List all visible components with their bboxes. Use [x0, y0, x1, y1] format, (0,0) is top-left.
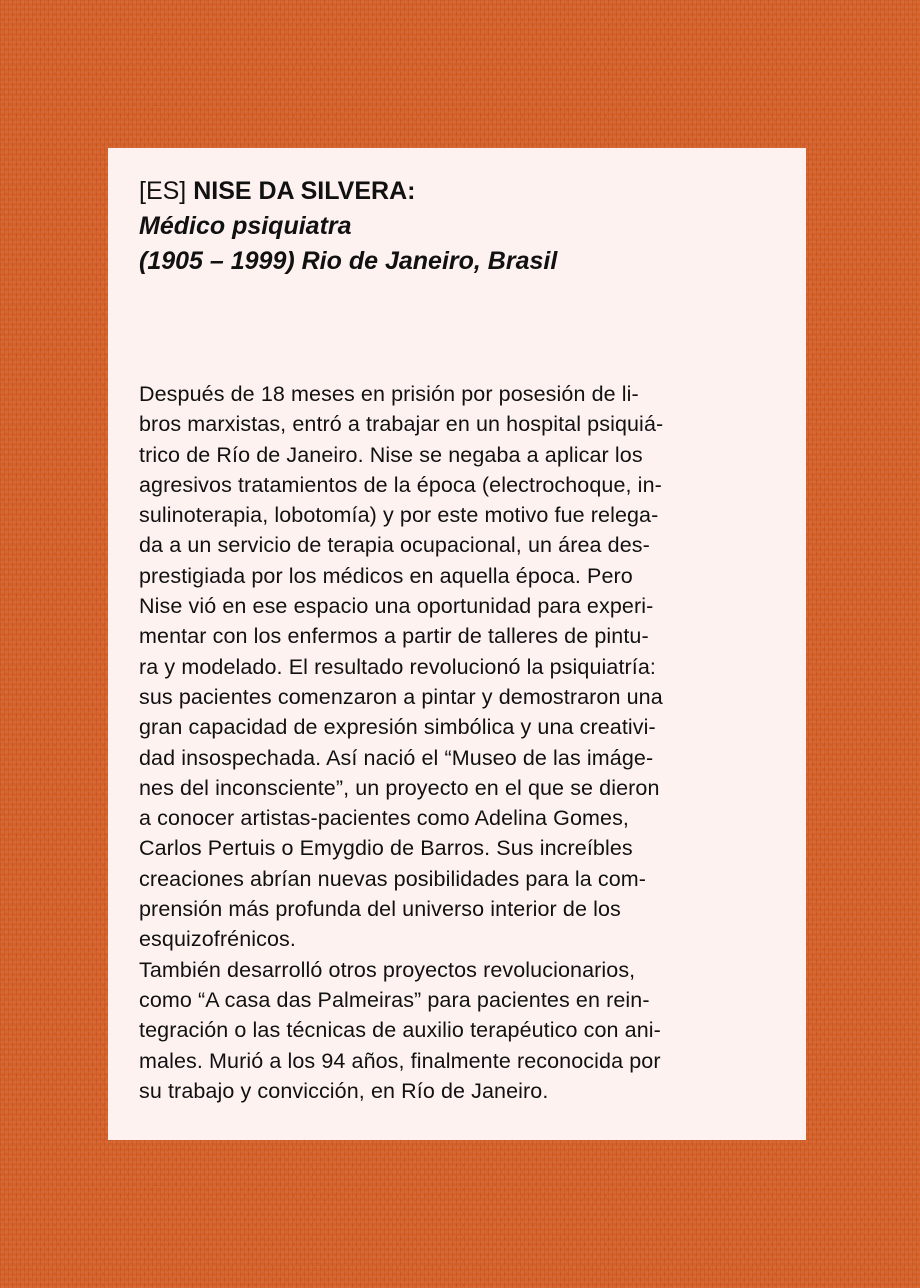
biography-line: males. Murió a los 94 años, finalmente reconocida por [139, 1048, 661, 1073]
person-role: Médico psiquiatra [139, 212, 352, 240]
person-dates-place: (1905 – 1999) Rio de Janeiro, Brasil [139, 247, 558, 275]
biography-line: da a un servicio de terapia ocupacional, un área des- [139, 533, 650, 558]
biography-line: Después de 18 meses en prisión por posesión de li- [139, 382, 639, 406]
biography-line: También desarrolló otros proyectos revolucionarios, [139, 957, 636, 982]
language-tag: [ES] [139, 177, 187, 205]
biography-line: mentar con los enfermos a partir de talleres de pintu- [139, 624, 649, 649]
biography-line: como “A casa das Palmeiras” para pacientes en rein- [139, 987, 650, 1012]
text-card [108, 148, 806, 1140]
person-name: NISE DA SILVERA: [193, 177, 416, 205]
biography-line: sus pacientes comenzaron a pintar y demostraron una [139, 684, 663, 709]
biography-line: su trabajo y convicción, en Río de Janeiro. [139, 1078, 549, 1103]
biography-line: prensión más profunda del universo interior de los [139, 897, 621, 922]
biography-line: gran capacidad de expresión simbólica y una creativi- [139, 715, 656, 740]
biography-line: ra y modelado. El resultado revolucionó la psiquiatría: [139, 654, 657, 679]
biography-line: Nise vió en ese espacio una oportunidad para experi- [139, 594, 654, 619]
biography-line: creaciones abrían nuevas posibilidades para la com- [139, 866, 647, 891]
biography-line: bros marxistas, entró a trabajar en un hospital psiquiá- [139, 412, 664, 437]
biography-line: trico de Río de Janeiro. Nise se negaba a aplicar los [139, 442, 643, 467]
biography-line: nes del inconsciente”, un proyecto en el que se dieron [139, 775, 660, 800]
biography-text [139, 379, 774, 1106]
biography-line: tegración o las técnicas de auxilio terapéutico con ani- [139, 1018, 661, 1043]
biography-line: esquizofrénicos. [139, 927, 296, 952]
card-heading [139, 174, 774, 279]
biography-line: Carlos Pertuis o Emygdio de Barros. Sus increíbles [139, 836, 633, 861]
biography-line: sulinoterapia, lobotomía) y por este motivo fue relega- [139, 503, 659, 528]
biography-line: dad insospechada. Así nació el “Museo de las imáge- [139, 745, 654, 770]
biography-line: prestigiada por los médicos en aquella época. Pero [139, 563, 633, 588]
biography-line: agresivos tratamientos de la época (electrochoque, in- [139, 472, 662, 497]
biography-line: a conocer artistas-pacientes como Adelina Gomes, [139, 806, 629, 831]
